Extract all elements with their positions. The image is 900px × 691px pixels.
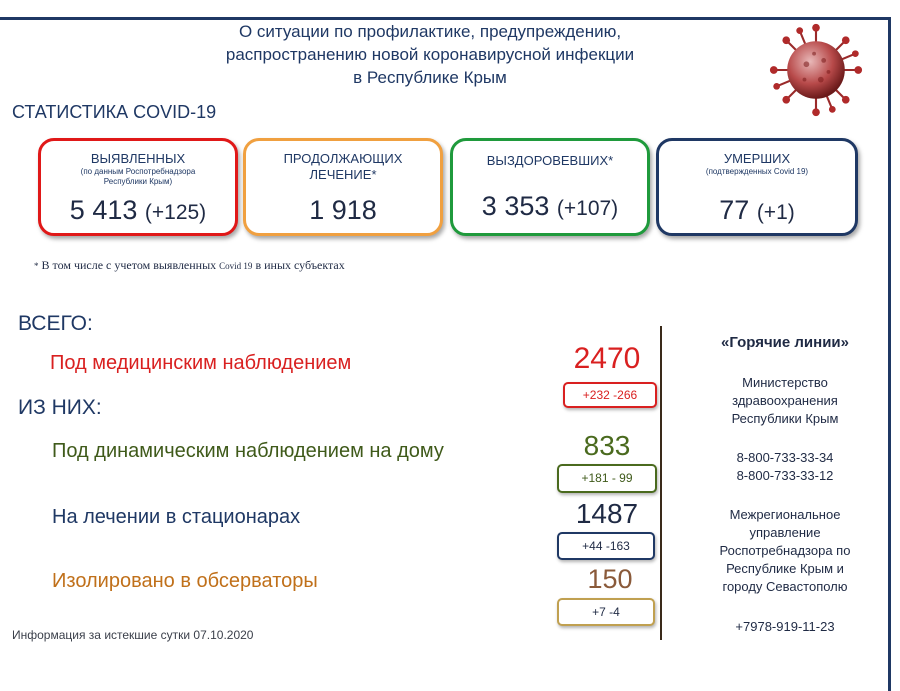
isolated-delta: +7 -4 xyxy=(557,598,655,626)
footnote: * В том числе с учетом выявленных Covid 19 в иных субъектах xyxy=(34,258,345,272)
vertical-divider xyxy=(660,326,662,640)
card-deceased-label: УМЕРШИХ xyxy=(723,151,791,166)
card-treatment-value: 1 918 xyxy=(309,195,377,225)
phone-2[interactable]: 8-800-733-33-12 xyxy=(736,468,834,483)
observation-label: Под медицинским наблюдением xyxy=(50,352,352,374)
stats-heading: СТАТИСТИКА COVID-19 xyxy=(12,102,217,122)
card-detected xyxy=(38,138,238,236)
home-value: 833 xyxy=(583,430,631,461)
info-date: Информация за истекшие сутки 07.10.2020 xyxy=(12,628,254,642)
observation-delta: +232 -266 xyxy=(563,382,657,408)
page-title: О ситуации по профилактике, предупреждению, распространению новой коронавирусной инфекции в Республике Крым xyxy=(225,22,635,87)
observation-value: 2470 xyxy=(573,342,641,375)
phone-1[interactable]: 8-800-733-33-34 xyxy=(736,450,834,465)
hotlines-title: «Горячие линии» xyxy=(720,334,849,351)
card-recovered-label: ВЫЗДОРОВЕВШИХ* xyxy=(486,153,614,168)
home-delta: +181 - 99 xyxy=(557,464,657,493)
phone-3[interactable]: +7978-919-11-23 xyxy=(735,619,835,634)
card-recovered xyxy=(450,138,650,236)
hospital-value: 1487 xyxy=(575,498,639,529)
card-detected-label: ВЫЯВЛЕННЫХ xyxy=(90,151,186,166)
card-detected-value: 5 413 (+125) xyxy=(69,195,207,225)
card-treatment-label2: ЛЕЧЕНИЕ* xyxy=(309,167,377,182)
card-treatment xyxy=(243,138,443,236)
hospital-delta: +44 -163 xyxy=(557,532,655,560)
coronavirus-icon xyxy=(768,22,864,118)
card-detected-sub2: Республики Крым) xyxy=(103,177,173,186)
card-detected-sub1: (по данным Роспотребнадзора xyxy=(80,167,196,176)
card-deceased-sub: (подтвержденных Covid 19) xyxy=(705,167,809,176)
home-label: Под динамическим наблюдением на дому xyxy=(52,440,444,462)
card-treatment-label1: ПРОДОЛЖАЮЩИХ xyxy=(283,151,403,166)
isolated-value: 150 xyxy=(587,564,633,594)
card-deceased-value: 77 (+1) xyxy=(719,195,795,225)
hotlines-rpn: Межрегиональное управление Роспотребнадзора по Республике Крым и городу Севастополю xyxy=(719,507,851,594)
card-recovered-value: 3 353 (+107) xyxy=(481,191,619,221)
hotlines-ministry: Министерство здравоохранения Республики Крым xyxy=(731,375,839,426)
all-label: ВСЕГО: xyxy=(18,312,93,335)
hotlines-ministry-phones xyxy=(700,449,870,485)
isolated-label: Изолировано в обсерваторы xyxy=(52,570,318,592)
card-deceased xyxy=(656,138,858,236)
hospital-label: На лечении в стационарах xyxy=(52,506,301,528)
of-them-label: ИЗ НИХ: xyxy=(18,396,102,419)
